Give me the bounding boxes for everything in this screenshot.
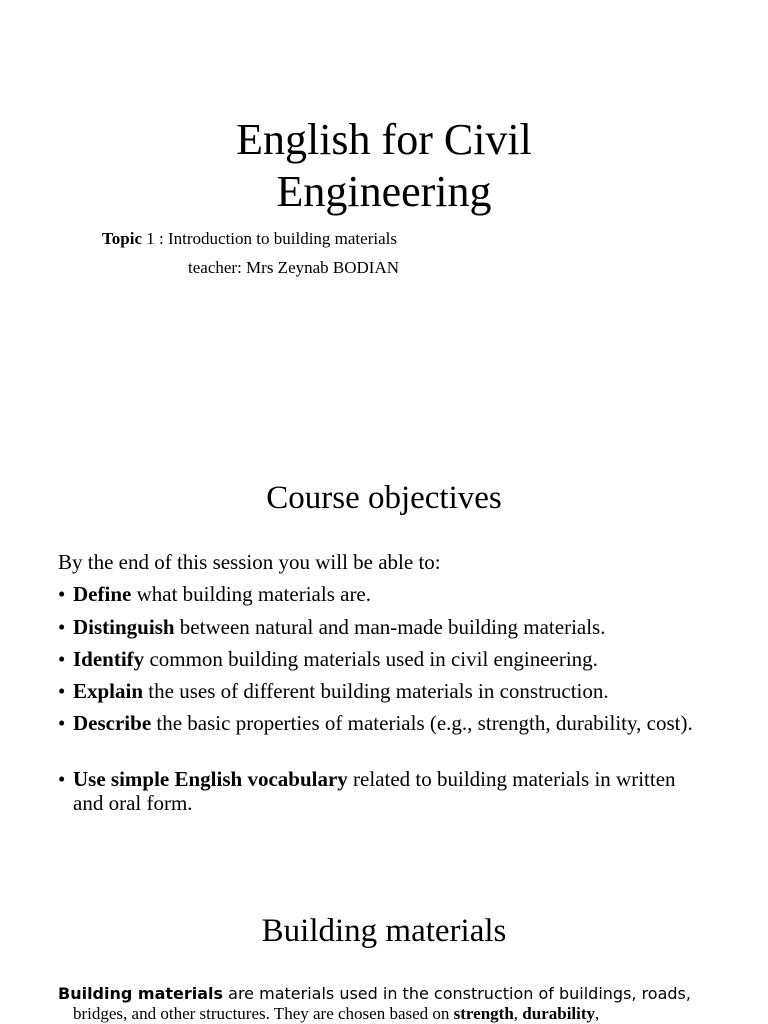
objective-text	[73, 679, 698, 703]
objective-keyword: Distinguish	[73, 615, 175, 639]
topic-text: 1 : Introduction to building materials	[142, 229, 397, 248]
objective-text	[73, 767, 698, 815]
building-materials-definition	[58, 984, 718, 1024]
objective-keyword: Identify	[73, 647, 145, 671]
objective-item	[58, 679, 698, 703]
topic-line	[102, 229, 397, 249]
objective-text	[73, 711, 698, 735]
objectives-intro: By the end of this session you will be able to:	[58, 550, 441, 574]
objective-keyword: Use simple English vocabulary	[73, 767, 348, 791]
objective-description: what building materials are.	[131, 582, 372, 606]
objective-description: the basic properties of materials (e.g., strength, durability, cost).	[151, 711, 693, 735]
durability-keyword: durability	[522, 1004, 596, 1023]
trailing-comma: ,	[595, 1004, 600, 1023]
objective-description: related to building materials in written and oral form.	[73, 767, 676, 815]
objective-keyword: Define	[73, 582, 132, 606]
document-title-line-2: Engineering	[276, 167, 492, 216]
teacher-line: teacher: Mrs Zeynab BODIAN	[188, 258, 400, 277]
strength-keyword: strength	[453, 1004, 514, 1023]
document-title-line-1: English for Civil	[236, 115, 532, 164]
objective-text	[73, 647, 698, 671]
building-materials-heading: Building materials	[261, 913, 507, 949]
objective-text	[73, 615, 698, 639]
definition-line-2	[73, 1004, 718, 1024]
course-objectives-heading: Course objectives	[266, 480, 502, 516]
objective-description: common building materials used in civil engineering.	[144, 647, 598, 671]
bullet-icon: •	[58, 679, 66, 703]
bullet-icon: •	[58, 767, 66, 791]
definition-line-2-text: bridges, and other structures. They are chosen based on	[73, 1004, 454, 1023]
bullet-icon: •	[58, 615, 66, 639]
objective-item	[58, 767, 698, 815]
objective-item	[58, 615, 698, 639]
objective-keyword: Describe	[73, 711, 152, 735]
objective-text	[73, 582, 698, 606]
topic-label: Topic	[102, 229, 143, 248]
objective-keyword: Explain	[73, 679, 144, 703]
objective-description: the uses of different building materials in construction.	[143, 679, 609, 703]
bullet-icon: •	[58, 711, 66, 735]
objective-description: between natural and man-made building materials.	[174, 615, 606, 639]
bullet-icon: •	[58, 582, 66, 606]
bullet-icon: •	[58, 647, 66, 671]
definition-term: Building materials	[58, 984, 224, 1003]
definition-line-1	[58, 984, 718, 1004]
objective-item	[58, 582, 698, 606]
definition-line-1-text: are materials used in the construction of buildings, roads,	[223, 984, 691, 1003]
objective-item	[58, 711, 698, 735]
separator-comma: ,	[513, 1004, 523, 1023]
objective-item	[58, 647, 698, 671]
